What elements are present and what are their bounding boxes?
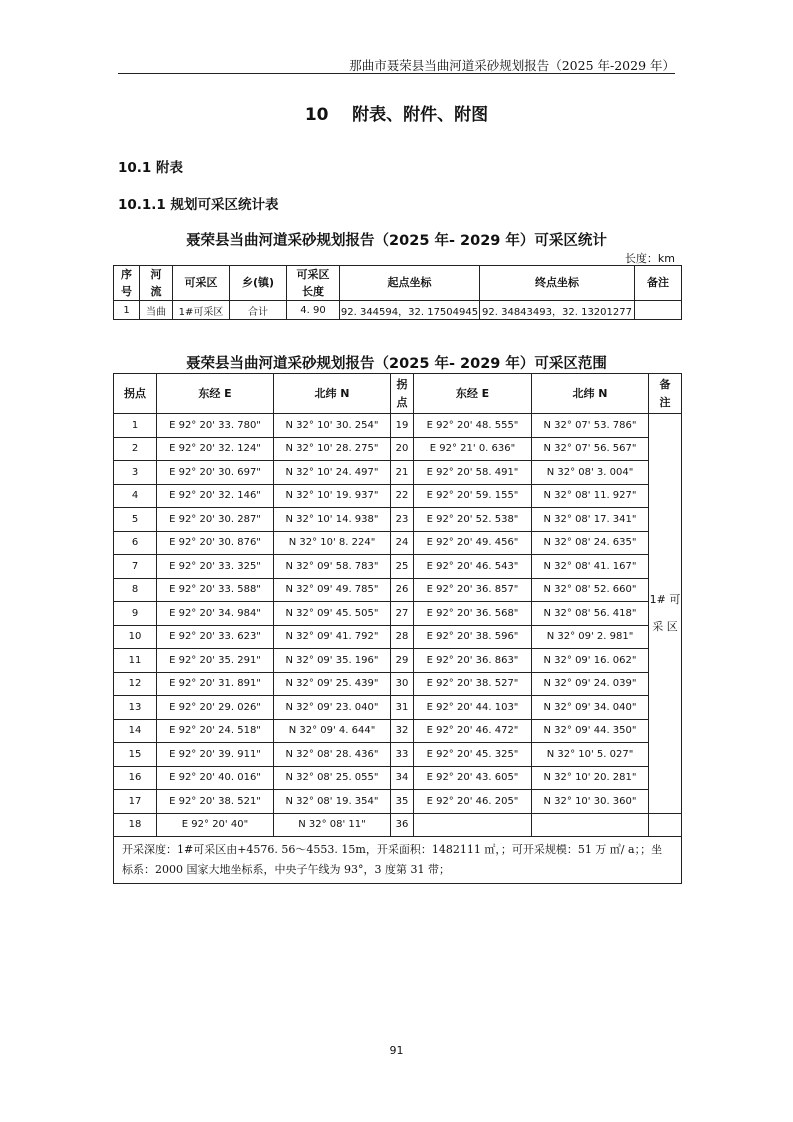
table-row [114, 790, 682, 814]
cell-point: 10 [114, 625, 157, 649]
col-header-area: 可采区 [173, 266, 230, 301]
chapter-title: 10 附表、附件、附图 [304, 105, 489, 125]
cell-point-2: 35 [391, 790, 414, 814]
cell-north: N 32° 08' 25. 055" [274, 766, 391, 790]
cell-east-2: E 92° 20' 46. 543" [414, 555, 532, 579]
cell-north: N 32° 09' 49. 785" [274, 578, 391, 602]
cell-point-2: 29 [391, 649, 414, 673]
range-table [113, 373, 682, 884]
cell-point-2: 19 [391, 414, 414, 438]
cell-east-2: E 92° 20' 45. 325" [414, 743, 532, 767]
table-row [114, 437, 682, 461]
cell-north: N 32° 09' 23. 040" [274, 696, 391, 720]
col-header-river: 河流 [140, 266, 173, 301]
table-row [114, 508, 682, 532]
cell-north-2: N 32° 09' 2. 981" [532, 625, 649, 649]
cell-north-2: N 32° 07' 56. 567" [532, 437, 649, 461]
cell-east-2: E 92° 20' 59. 155" [414, 484, 532, 508]
cell-east: E 92° 20' 31. 891" [157, 672, 274, 696]
cell-point-2: 22 [391, 484, 414, 508]
col-header-point-2: 拐点 [391, 374, 414, 414]
table-row [114, 813, 682, 837]
cell-point-2: 28 [391, 625, 414, 649]
cell-north: N 32° 10' 19. 937" [274, 484, 391, 508]
cell-east-2: E 92° 20' 36. 568" [414, 602, 532, 626]
cell-east-2: E 92° 20' 43. 605" [414, 766, 532, 790]
cell-north-2: N 32° 09' 34. 040" [532, 696, 649, 720]
cell-north: N 32° 09' 35. 196" [274, 649, 391, 673]
cell-point: 3 [114, 461, 157, 485]
cell-east: E 92° 20' 38. 521" [157, 790, 274, 814]
range-header-row [114, 374, 682, 414]
table-row [114, 461, 682, 485]
cell-north: N 32° 09' 25. 439" [274, 672, 391, 696]
cell-north-2: N 32° 08' 11. 927" [532, 484, 649, 508]
mining-note: 开采深度：1#可采区由+4576. 56～4553. 15m，开采面积：1482111 ㎡，；可开采规模：51 万 ㎥/ a；；坐标系：2000 国家大地坐标系，中央子午线为 93°，3 度第 31 带； [114, 837, 682, 884]
col-header-town: 乡(镇) [230, 266, 287, 301]
cell-east-2: E 92° 20' 49. 456" [414, 531, 532, 555]
cell-point-2: 24 [391, 531, 414, 555]
cell-east-2: E 92° 20' 48. 555" [414, 414, 532, 438]
cell-east-2: E 92° 20' 52. 538" [414, 508, 532, 532]
cell-point-2: 26 [391, 578, 414, 602]
table-row [114, 484, 682, 508]
cell-point: 6 [114, 531, 157, 555]
cell-east-2: E 92° 20' 46. 472" [414, 719, 532, 743]
cell-north: N 32° 10' 14. 938" [274, 508, 391, 532]
cell-start: 92. 344594，32. 17504945 [340, 301, 480, 320]
col-header-index: 序号 [114, 266, 140, 301]
cell-point-2: 21 [391, 461, 414, 485]
table-row [114, 555, 682, 579]
cell-east-2: E 92° 20' 46. 205" [414, 790, 532, 814]
table-row [114, 672, 682, 696]
range-table-caption: 聂荣县当曲河道采砂规划报告（2025 年- 2029 年）可采区范围 [186, 356, 607, 372]
cell-east-2: E 92° 20' 36. 857" [414, 578, 532, 602]
cell-north: N 32° 10' 8. 224" [274, 531, 391, 555]
header-title: 那曲市聂荣县当曲河道采砂规划报告（2025 年-2029 年） [349, 58, 675, 73]
cell-point: 5 [114, 508, 157, 532]
stats-table-caption: 聂荣县当曲河道采砂规划报告（2025 年- 2029 年）可采区统计 [186, 233, 607, 249]
col-header-east: 东经 E [157, 374, 274, 414]
cell-point: 15 [114, 743, 157, 767]
cell-east: E 92° 20' 30. 697" [157, 461, 274, 485]
cell-east: E 92° 20' 33. 588" [157, 578, 274, 602]
table-row [114, 414, 682, 438]
cell-north-2: N 32° 10' 20. 281" [532, 766, 649, 790]
cell-point-2: 31 [391, 696, 414, 720]
cell-point-2: 33 [391, 743, 414, 767]
cell-point-2: 27 [391, 602, 414, 626]
cell-north-2: N 32° 09' 44. 350" [532, 719, 649, 743]
cell-length: 4. 90 [287, 301, 340, 320]
col-header-north-2: 北纬 N [532, 374, 649, 414]
cell-north: N 32° 09' 4. 644" [274, 719, 391, 743]
cell-north-2: N 32° 08' 56. 418" [532, 602, 649, 626]
cell-point-2: 25 [391, 555, 414, 579]
cell-east: E 92° 20' 33. 780" [157, 414, 274, 438]
cell-point-2: 32 [391, 719, 414, 743]
table-row [114, 531, 682, 555]
cell-east: E 92° 20' 39. 911" [157, 743, 274, 767]
cell-point: 13 [114, 696, 157, 720]
cell-east-2: E 92° 20' 36. 863" [414, 649, 532, 673]
cell-point-2: 34 [391, 766, 414, 790]
cell-end: 92. 34843493，32. 13201277 [480, 301, 635, 320]
cell-point: 11 [114, 649, 157, 673]
cell-east: E 92° 20' 35. 291" [157, 649, 274, 673]
cell-east: E 92° 20' 29. 026" [157, 696, 274, 720]
cell-north-2: N 32° 09' 24. 039" [532, 672, 649, 696]
cell-north-2: N 32° 08' 3. 004" [532, 461, 649, 485]
cell-north-2: N 32° 07' 53. 786" [532, 414, 649, 438]
col-header-end: 终点坐标 [480, 266, 635, 301]
cell-river: 当曲 [140, 301, 173, 320]
cell-index: 1 [114, 301, 140, 320]
cell-north-2: N 32° 08' 41. 167" [532, 555, 649, 579]
section-heading-mining-area-stats: 10.1.1 规划可采区统计表 [118, 197, 279, 213]
cell-east: E 92° 20' 32. 124" [157, 437, 274, 461]
table-row [114, 766, 682, 790]
col-header-north: 北纬 N [274, 374, 391, 414]
cell-north: N 32° 10' 30. 254" [274, 414, 391, 438]
cell-east: E 92° 20' 33. 623" [157, 625, 274, 649]
cell-north: N 32° 10' 24. 497" [274, 461, 391, 485]
cell-east-2: E 92° 20' 44. 103" [414, 696, 532, 720]
col-header-remark: 备注 [649, 374, 682, 414]
cell-remark [635, 301, 682, 320]
section-heading-attached-tables: 10.1 附表 [118, 160, 184, 176]
cell-east: E 92° 20' 40" [157, 813, 274, 837]
cell-north: N 32° 09' 45. 505" [274, 602, 391, 626]
cell-east-2: E 92° 20' 38. 527" [414, 672, 532, 696]
cell-east: E 92° 20' 40. 016" [157, 766, 274, 790]
cell-point: 7 [114, 555, 157, 579]
cell-point-2: 30 [391, 672, 414, 696]
table-row [114, 743, 682, 767]
cell-north-2: N 32° 08' 52. 660" [532, 578, 649, 602]
col-header-start: 起点坐标 [340, 266, 480, 301]
table-row [114, 696, 682, 720]
cell-north: N 32° 10' 28. 275" [274, 437, 391, 461]
stats-table [113, 265, 682, 320]
cell-east-2: E 92° 20' 38. 596" [414, 625, 532, 649]
cell-north: N 32° 08' 28. 436" [274, 743, 391, 767]
table-row [114, 625, 682, 649]
range-table-body [114, 414, 682, 884]
col-header-remark: 备注 [635, 266, 682, 301]
table-row [114, 301, 682, 320]
cell-point: 12 [114, 672, 157, 696]
page-number: 91 [389, 1044, 404, 1057]
cell-north-2: N 32° 10' 30. 360" [532, 790, 649, 814]
col-header-point: 拐点 [114, 374, 157, 414]
cell-east: E 92° 20' 33. 325" [157, 555, 274, 579]
cell-north-2: N 32° 08' 17. 341" [532, 508, 649, 532]
cell-remark: 1# 可 采 区 [649, 414, 682, 814]
cell-east: E 92° 20' 30. 876" [157, 531, 274, 555]
cell-east-2: E 92° 20' 58. 491" [414, 461, 532, 485]
cell-east-2: E 92° 21' 0. 636" [414, 437, 532, 461]
cell-point: 4 [114, 484, 157, 508]
cell-east: E 92° 20' 24. 518" [157, 719, 274, 743]
cell-point: 8 [114, 578, 157, 602]
table-row [114, 719, 682, 743]
cell-north: N 32° 09' 58. 783" [274, 555, 391, 579]
cell-east: E 92° 20' 32. 146" [157, 484, 274, 508]
cell-point: 9 [114, 602, 157, 626]
table-row [114, 602, 682, 626]
unit-note: 长度：km [624, 252, 675, 265]
cell-point-2: 36 [391, 813, 414, 837]
cell-point-2: 20 [391, 437, 414, 461]
cell-north-2: N 32° 10' 5. 027" [532, 743, 649, 767]
cell-point: 14 [114, 719, 157, 743]
stats-header-row [114, 266, 682, 301]
cell-point: 2 [114, 437, 157, 461]
cell-point-2: 23 [391, 508, 414, 532]
table-row [114, 649, 682, 673]
cell-north-2: N 32° 08' 24. 635" [532, 531, 649, 555]
cell-east: E 92° 20' 34. 984" [157, 602, 274, 626]
cell-point: 18 [114, 813, 157, 837]
cell-point: 1 [114, 414, 157, 438]
note-row [114, 837, 682, 884]
cell-north: N 32° 08' 11" [274, 813, 391, 837]
cell-point: 16 [114, 766, 157, 790]
cell-east-2 [414, 813, 532, 837]
col-header-length: 可采区长度 [287, 266, 340, 301]
cell-remark-empty [649, 813, 682, 837]
cell-area: 1#可采区 [173, 301, 230, 320]
col-header-east-2: 东经 E [414, 374, 532, 414]
cell-north: N 32° 08' 19. 354" [274, 790, 391, 814]
cell-north-2 [532, 813, 649, 837]
cell-north-2: N 32° 09' 16. 062" [532, 649, 649, 673]
cell-north: N 32° 09' 41. 792" [274, 625, 391, 649]
table-row [114, 578, 682, 602]
cell-east: E 92° 20' 30. 287" [157, 508, 274, 532]
header-divider [118, 73, 675, 74]
cell-town: 合计 [230, 301, 287, 320]
cell-point: 17 [114, 790, 157, 814]
